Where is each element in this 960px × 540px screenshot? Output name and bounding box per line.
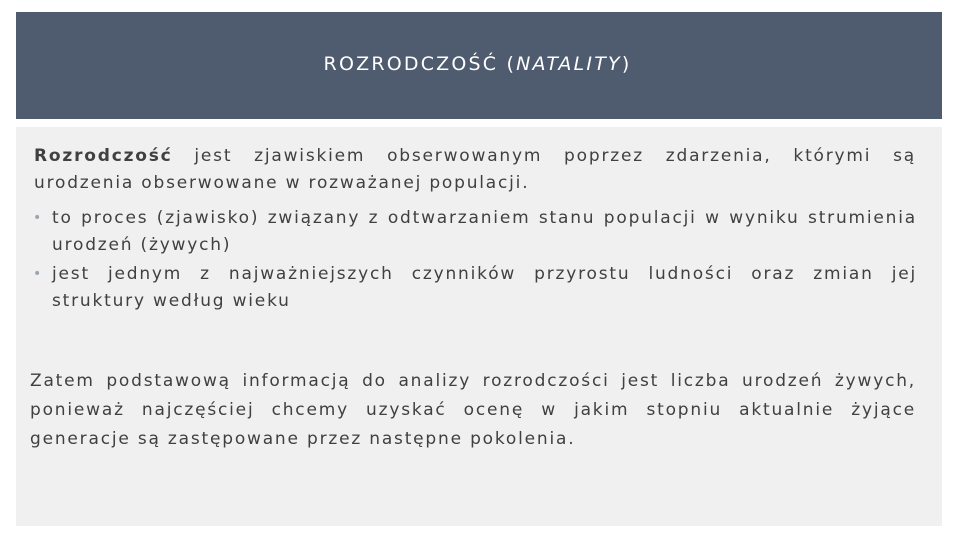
slide-title — [0, 53, 955, 75]
title-main: ROZRODCZOŚĆ ( — [323, 53, 517, 75]
title-end: ) — [621, 53, 632, 75]
title-italic: NATALITY — [516, 53, 622, 75]
bullet-text: to proces (zjawisko) związany z odtwarzaniem stanu populacji w wyniku strumienia urodzeń (żywych) — [52, 208, 917, 255]
definition-rest: jest zjawiskiem obserwowanym poprzez zdarzenia, którymi są urodzenia obserwowane w rozważanej populacji. — [34, 146, 916, 193]
bullet-list — [33, 205, 917, 317]
definition-paragraph — [34, 143, 916, 197]
bullet-item — [33, 205, 917, 259]
bullet-icon: • — [33, 266, 44, 282]
definition-term: Rozrodczość — [34, 146, 173, 166]
bullet-icon: • — [33, 210, 44, 226]
bullet-item — [33, 261, 917, 315]
conclusion-paragraph: Zatem podstawową informacją do analizy rozrodczości jest liczba urodzeń żywych, ponieważ najczęściej chcemy uzyskać ocenę w jakim stopniu aktualnie żyjące generacje są zastępowane przez następne pokolenia. — [30, 371, 916, 449]
bullet-text: jest jednym z najważniejszych czynników przyrostu ludności oraz zmian jej struktury według wieku — [52, 264, 917, 311]
